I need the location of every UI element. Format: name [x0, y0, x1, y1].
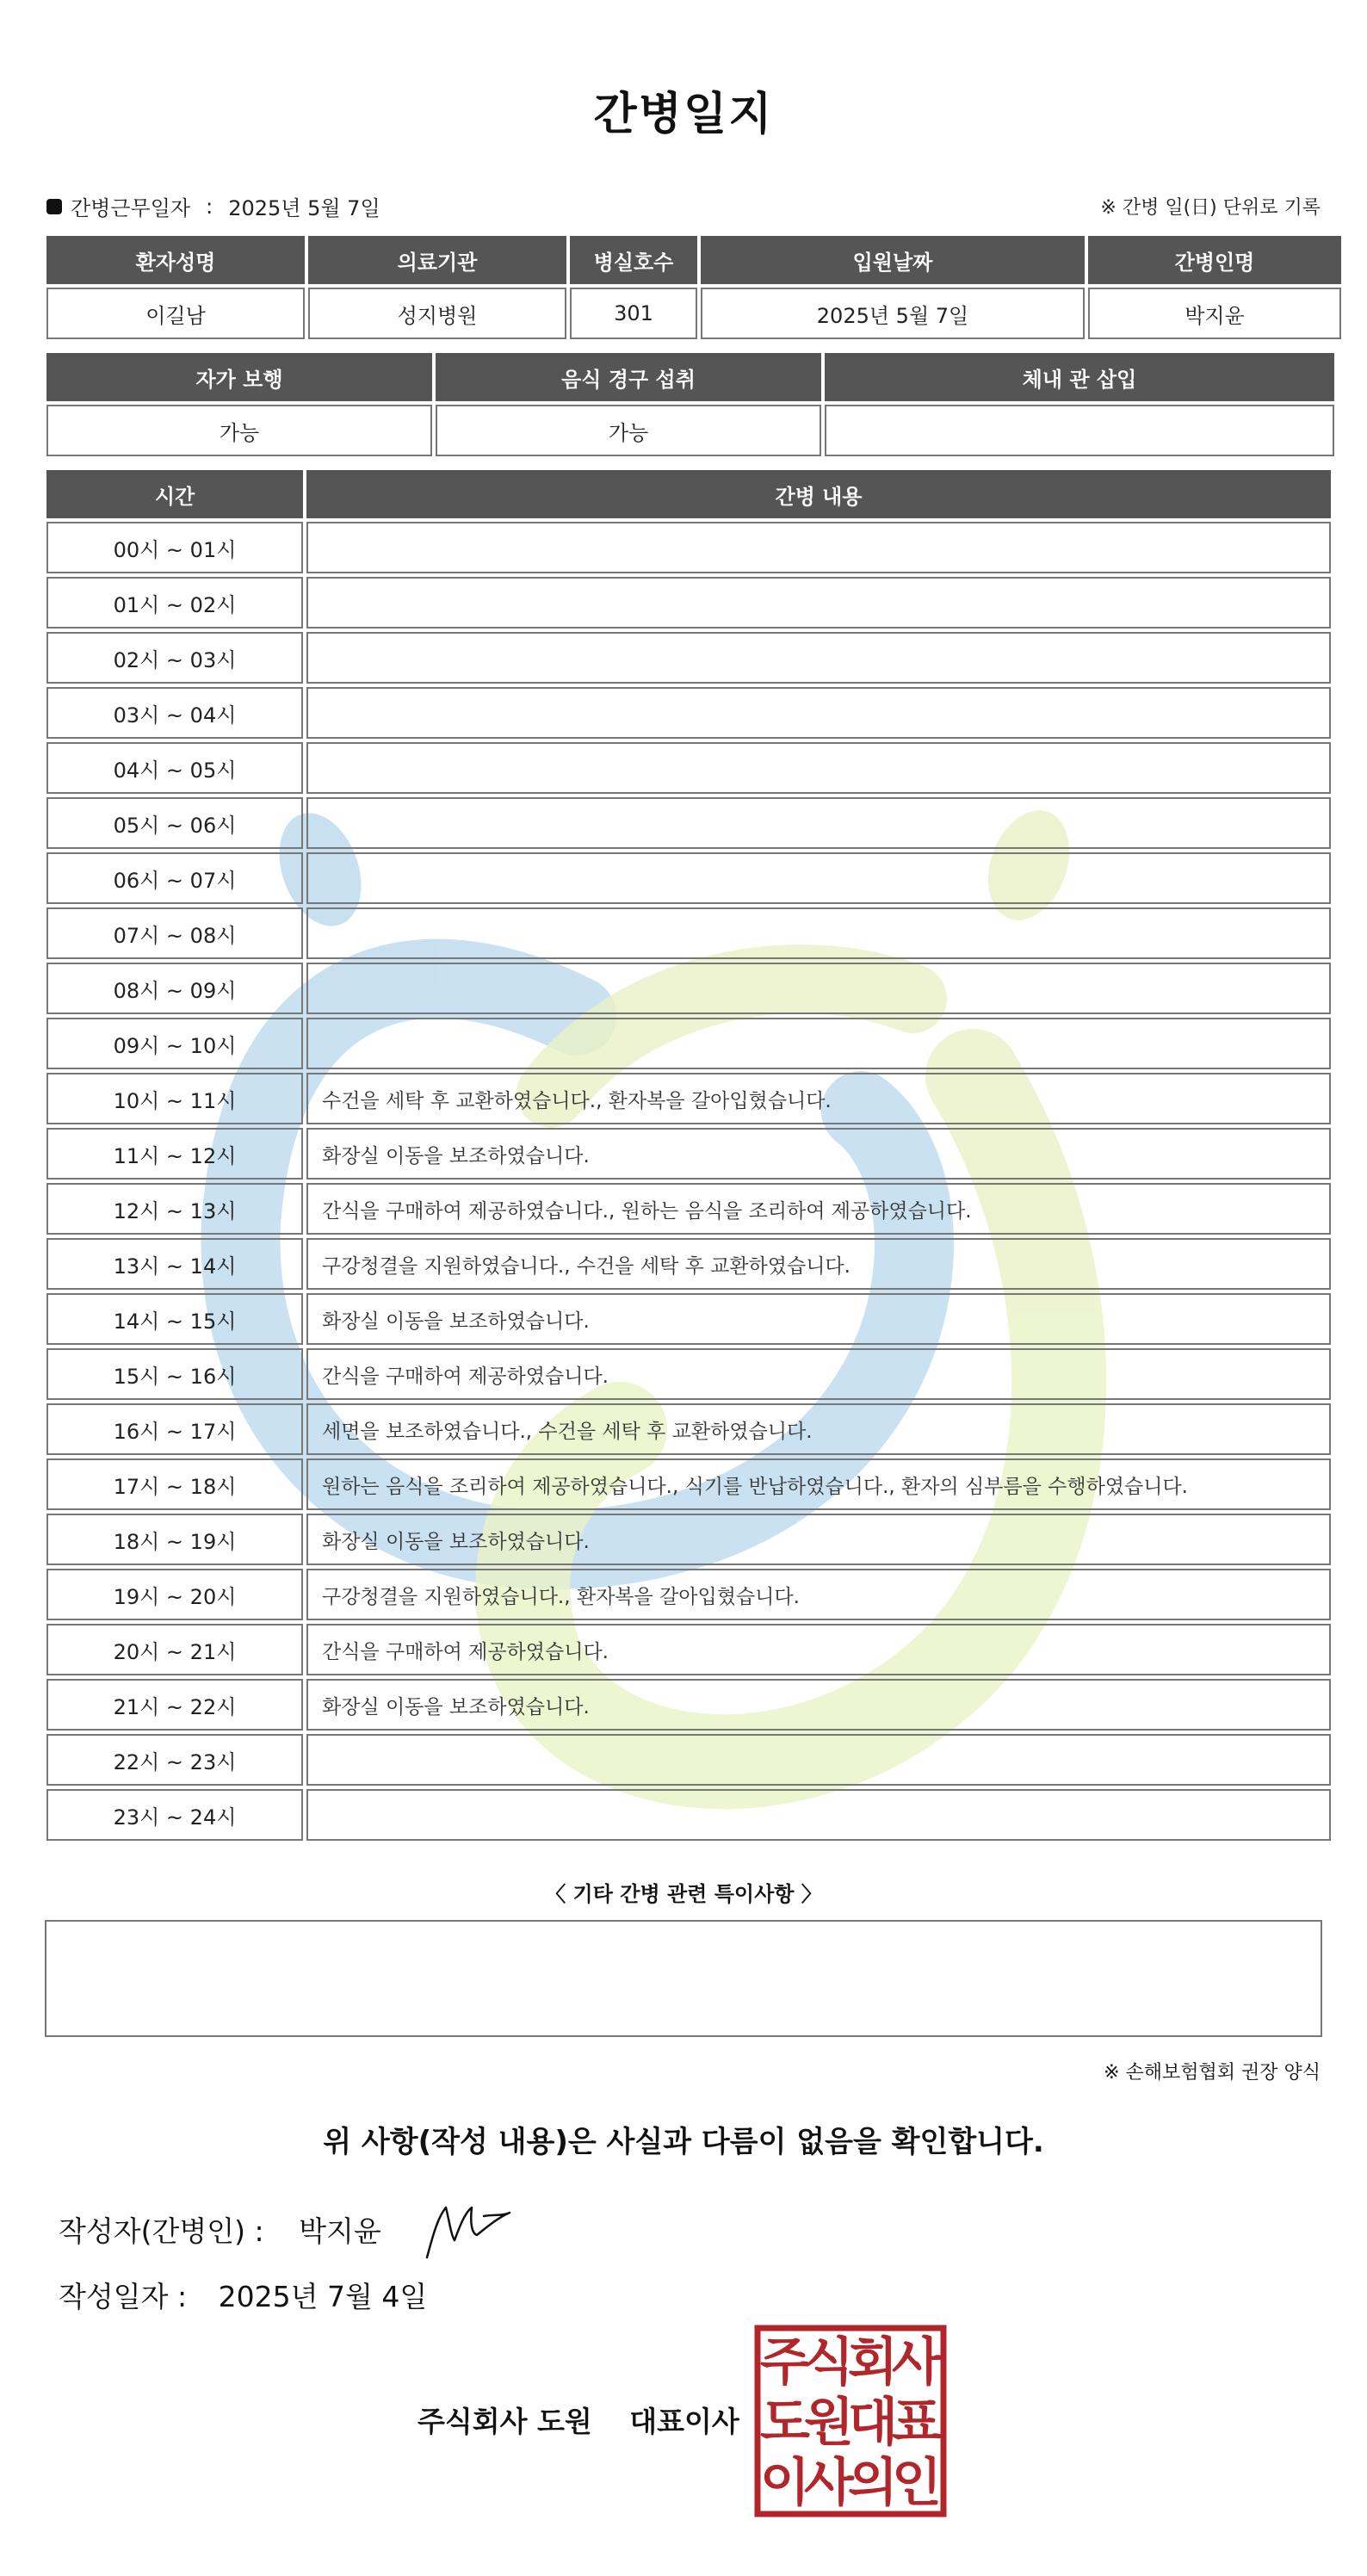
- table-row: [46, 742, 1331, 794]
- table-row: [46, 1238, 1331, 1290]
- log-time-cell: 01시 ~ 02시: [46, 577, 303, 629]
- log-content-cell: 화장실 이동을 보조하였습니다.: [306, 1679, 1331, 1731]
- hospital-value: 성지병원: [308, 288, 566, 339]
- log-time-cell: 22시 ~ 23시: [46, 1734, 303, 1786]
- work-date-value: 2025년 5월 7일: [228, 196, 380, 220]
- seal-character: 대: [848, 2393, 898, 2453]
- header-hospital: 의료기관: [308, 236, 566, 284]
- header-admission-date: 입원날짜: [701, 236, 1085, 284]
- log-time-cell: 18시 ~ 19시: [46, 1514, 303, 1565]
- log-time-cell: 12시 ~ 13시: [46, 1183, 303, 1235]
- record-unit-note: ※ 간병 일(日) 단위로 기록: [1100, 197, 1321, 219]
- admission-date-value: 2025년 5월 7일: [701, 288, 1085, 339]
- write-date-line: [59, 2275, 427, 2315]
- header-room-number: 병실호수: [570, 236, 697, 284]
- log-content-cell: 화장실 이동을 보조하였습니다.: [306, 1514, 1331, 1565]
- table-row: [46, 1073, 1331, 1124]
- patient-info-table: [43, 232, 1345, 343]
- writer-name: 박지윤: [299, 2214, 381, 2248]
- log-time-cell: 03시 ~ 04시: [46, 687, 303, 739]
- caregiver-name-value: 박지윤: [1088, 288, 1341, 339]
- log-time-cell: 21시 ~ 22시: [46, 1679, 303, 1731]
- meta-row: [46, 191, 1321, 222]
- table-row: [46, 1458, 1331, 1510]
- table-row: [46, 687, 1331, 739]
- special-notes-box: [45, 1920, 1322, 2037]
- table-row: [46, 797, 1331, 849]
- header-oral-intake: 음식 경구 섭취: [436, 353, 821, 401]
- log-content-cell: [306, 1734, 1331, 1786]
- patient-name-value: 이길남: [46, 288, 305, 339]
- table-row: [46, 522, 1331, 573]
- table-row: [46, 907, 1331, 959]
- log-time-cell: 10시 ~ 11시: [46, 1073, 303, 1124]
- table-header-row: [46, 353, 1334, 401]
- log-time-cell: 20시 ~ 21시: [46, 1624, 303, 1675]
- log-content-cell: 화장실 이동을 보조하였습니다.: [306, 1293, 1331, 1345]
- special-notes-title: 〈 기타 간병 관련 특이사항 〉: [545, 1882, 822, 1906]
- log-content-cell: 세면을 보조하였습니다., 수건을 세탁 후 교환하였습니다.: [306, 1403, 1331, 1455]
- log-time-cell: 23시 ~ 24시: [46, 1789, 303, 1841]
- log-content-cell: [306, 907, 1331, 959]
- table-row: [46, 577, 1331, 629]
- log-time-cell: 19시 ~ 20시: [46, 1569, 303, 1620]
- log-time-cell: 09시 ~ 10시: [46, 1018, 303, 1069]
- seal-character: 원: [804, 2393, 854, 2453]
- log-content-cell: 간식을 구매하여 제공하였습니다., 원하는 음식을 조리하여 제공하였습니다.: [306, 1183, 1331, 1235]
- log-time-cell: 16시 ~ 17시: [46, 1403, 303, 1455]
- table-row: [46, 1348, 1331, 1400]
- table-row: [46, 1018, 1331, 1069]
- care-log-table: [43, 467, 1334, 1844]
- work-date-separator: :: [206, 194, 213, 219]
- header-patient-name: 환자성명: [46, 236, 305, 284]
- log-content-cell: [306, 577, 1331, 629]
- log-time-cell: 02시 ~ 03시: [46, 632, 303, 684]
- log-content-cell: [306, 742, 1331, 794]
- seal-character: 도: [760, 2393, 810, 2453]
- company-name: 주식회사 도원: [418, 2405, 592, 2438]
- table-row: [46, 1569, 1331, 1620]
- log-content-cell: 수건을 세탁 후 교환하였습니다., 환자복을 갈아입혔습니다.: [306, 1073, 1331, 1124]
- write-date-value: 2025년 7월 4일: [218, 2280, 428, 2313]
- company-seal-stamp: [754, 2325, 947, 2517]
- log-time-cell: 08시 ~ 09시: [46, 963, 303, 1014]
- seal-character: 회: [848, 2332, 898, 2393]
- tube-insertion-value: [825, 405, 1334, 456]
- table-row: [46, 1128, 1331, 1180]
- table-row: [46, 852, 1331, 904]
- log-content-cell: 간식을 구매하여 제공하였습니다.: [306, 1348, 1331, 1400]
- header-tube-insertion: 체내 관 삽입: [825, 353, 1334, 401]
- seal-character: 의: [848, 2453, 898, 2513]
- seal-character: 주: [760, 2332, 810, 2393]
- table-row: [46, 1403, 1331, 1455]
- table-row: [46, 1293, 1331, 1345]
- table-row: [46, 963, 1331, 1014]
- room-number-value: 301: [570, 288, 697, 339]
- log-time-cell: 05시 ~ 06시: [46, 797, 303, 849]
- seal-character: 사: [804, 2453, 854, 2513]
- log-content-cell: [306, 522, 1331, 573]
- header-time: 시간: [46, 470, 303, 518]
- table-row: [46, 1624, 1331, 1675]
- table-row: [46, 405, 1334, 456]
- log-time-cell: 04시 ~ 05시: [46, 742, 303, 794]
- work-date-group: [46, 191, 380, 221]
- log-time-cell: 07시 ~ 08시: [46, 907, 303, 959]
- table-row: [46, 1514, 1331, 1565]
- table-row: [46, 632, 1331, 684]
- seal-character: 이: [760, 2453, 810, 2513]
- self-walking-value: 가능: [46, 405, 432, 456]
- table-row: [46, 1679, 1331, 1731]
- seal-character: 표: [892, 2393, 942, 2453]
- square-bullet-icon: [46, 199, 62, 214]
- writer-label: 작성자(간병인) :: [59, 2214, 264, 2248]
- log-time-cell: 11시 ~ 12시: [46, 1128, 303, 1180]
- header-caregiver-name: 간병인명: [1088, 236, 1341, 284]
- log-content-cell: [306, 797, 1331, 849]
- log-content-cell: [306, 963, 1331, 1014]
- log-content-cell: 구강청결을 지원하였습니다., 환자복을 갈아입혔습니다.: [306, 1569, 1331, 1620]
- log-content-cell: 원하는 음식을 조리하여 제공하였습니다., 식기를 반납하였습니다., 환자의 심부름을 수행하였습니다.: [306, 1458, 1331, 1510]
- log-content-cell: [306, 1789, 1331, 1841]
- company-signature-line: [418, 2400, 739, 2440]
- patient-status-table: [43, 350, 1338, 460]
- seal-character: 인: [892, 2453, 942, 2513]
- log-time-cell: 14시 ~ 15시: [46, 1293, 303, 1345]
- log-content-cell: 구강청결을 지원하였습니다., 수건을 세탁 후 교환하였습니다.: [306, 1238, 1331, 1290]
- log-content-cell: [306, 852, 1331, 904]
- log-time-cell: 06시 ~ 07시: [46, 852, 303, 904]
- table-row: [46, 1734, 1331, 1786]
- table-row: [46, 288, 1341, 339]
- header-care-content: 간병 내용: [306, 470, 1331, 518]
- table-row: [46, 1183, 1331, 1235]
- table-header-row: [46, 470, 1331, 518]
- log-time-cell: 17시 ~ 18시: [46, 1458, 303, 1510]
- log-content-cell: [306, 632, 1331, 684]
- header-self-walking: 자가 보행: [46, 353, 432, 401]
- log-time-cell: 15시 ~ 16시: [46, 1348, 303, 1400]
- oral-intake-value: 가능: [436, 405, 821, 456]
- seal-character: 식: [804, 2332, 854, 2393]
- company-title: 대표이사: [629, 2405, 739, 2438]
- recommended-form-note: ※ 손해보험협회 권장 양식: [1104, 2062, 1321, 2084]
- log-content-cell: [306, 687, 1331, 739]
- table-row: [46, 1789, 1331, 1841]
- log-content-cell: [306, 1018, 1331, 1069]
- log-time-cell: 00시 ~ 01시: [46, 522, 303, 573]
- table-header-row: [46, 236, 1341, 284]
- writer-line: [59, 2209, 381, 2250]
- log-time-cell: 13시 ~ 14시: [46, 1238, 303, 1290]
- handwritten-signature: [420, 2187, 515, 2264]
- work-date-label: 간병근무일자: [71, 196, 191, 220]
- confirmation-statement: 위 사항(작성 내용)은 사실과 다름이 없음을 확인합니다.: [323, 2125, 1044, 2159]
- document-title: 간병일지: [593, 89, 774, 140]
- seal-character: 사: [892, 2332, 942, 2393]
- write-date-label: 작성일자 :: [59, 2280, 188, 2313]
- log-content-cell: 화장실 이동을 보조하였습니다.: [306, 1128, 1331, 1180]
- log-content-cell: 간식을 구매하여 제공하였습니다.: [306, 1624, 1331, 1675]
